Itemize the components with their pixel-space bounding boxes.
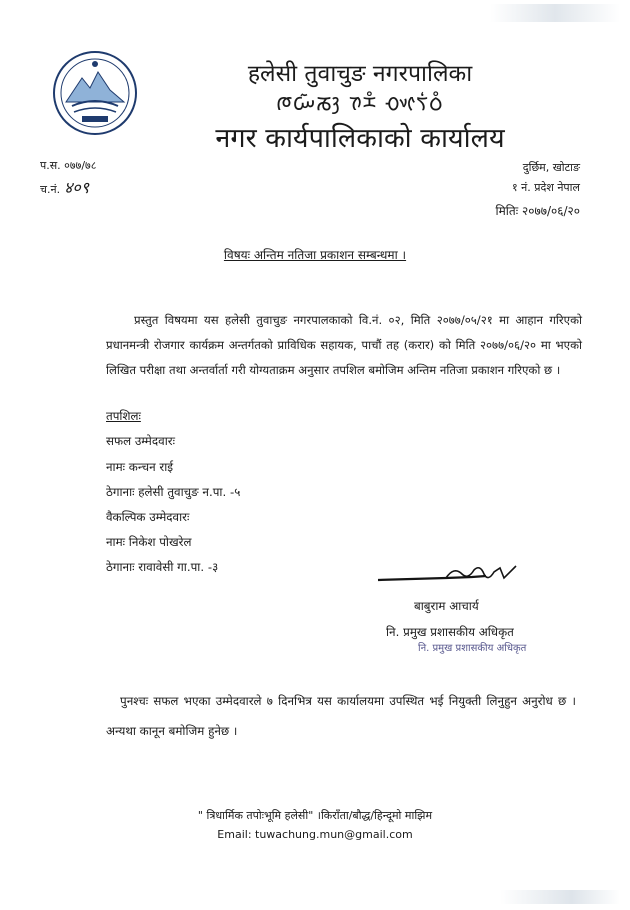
handwritten-signature: [376, 562, 526, 592]
subject-text: विषयः अन्तिम नतिजा प्रकाशन सम्बन्धमा ।: [223, 248, 407, 262]
letterhead-line-1: हलेसी तुवाचुङ नगरपालिका: [247, 61, 473, 87]
successful-candidate-name: नामः कन्चन राई: [106, 460, 174, 474]
signatory-stamp: नि. प्रमुख प्रशासकीय अधिकृत: [418, 643, 527, 654]
letter-date: मितिः २०७७/०६/२०: [495, 204, 580, 218]
footer-motto: " त्रिधार्मिक तपोःभूमि हलेसी" ।किराँता/बौद्ध/हिन्दूमो माझिम: [197, 809, 433, 822]
signatory-name: बाबुराम आचार्य: [414, 599, 479, 613]
letterhead-office-title: नगर कार्यपालिकाको कार्यालय: [215, 123, 505, 154]
alternate-candidate-address: ठेगानाः रावावेसी गा.पा. -३: [106, 560, 219, 574]
office-place: दुर्छिम, खोटाङ: [522, 161, 580, 174]
subject-line: [0, 246, 630, 263]
body-paragraph: प्रस्तुत विषयमा यस हलेसी तुवाचुङ नगरपालकाको वि.नं. ०२, मिति २०७७/०५/२१ मा आहान गरिएको प्रधानमन्त्री रोजगार कार्यक्रम अन्तर्गतको प्राविधिक सहायक, पाचौं तह (करार) को मिति २०७७/०६/२० मा भएको लिखित परीक्षा तथा अन्तर्वार्ता गरी योग्यताक्रम अनुसार तपशिल बमोजिम अन्तिम नतिजा प्रकाशन गरिएको छ ।: [106, 313, 582, 377]
paper-scuff-bottom: [500, 890, 620, 904]
footer-email: Email: tuwachung.mun@gmail.com: [217, 828, 413, 841]
office-province: १ नं. प्रदेश नेपाल: [511, 181, 580, 194]
reference-chana: [40, 176, 89, 198]
letterhead-line-2: ᰈᰠᰶᰕᰫ ᰅᰥᰌᰱ ᰆᰤᰦᰛᰭᰓᰱ: [276, 91, 444, 116]
municipality-seal-icon: [52, 50, 138, 136]
reference-pasa: प.स. ०७७/७८: [40, 159, 97, 172]
postscript-note: पुनश्चः सफल भएका उम्मेदवारले ७ दिनभित्र यस कार्यालयमा उपस्थित भई नियुक्ती लिनुहुन अनुरोध छ । अन्यथा कानून बमोजिम हुनेछ ।: [106, 694, 576, 738]
successful-candidate-address: ठेगानाः हलेसी तुवाचुङ न.पा. -५: [106, 485, 241, 499]
reference-chana-label: च.नं.: [40, 183, 61, 196]
alternate-candidate-name: नामः निकेश पोखरेल: [106, 535, 192, 549]
alternate-candidate-label: वैकल्पिक उम्मेदवारः: [106, 510, 190, 524]
reference-chana-value: ४०९: [64, 178, 90, 197]
body-paragraph-block: [106, 308, 582, 383]
successful-candidate-label: सफल उम्मेदवारः: [106, 434, 175, 448]
signatory-title: नि. प्रमुख प्रशासकीय अधिकृत: [386, 625, 514, 639]
paper-scuff: [490, 4, 620, 22]
details-heading: तपशिलः: [106, 409, 141, 423]
